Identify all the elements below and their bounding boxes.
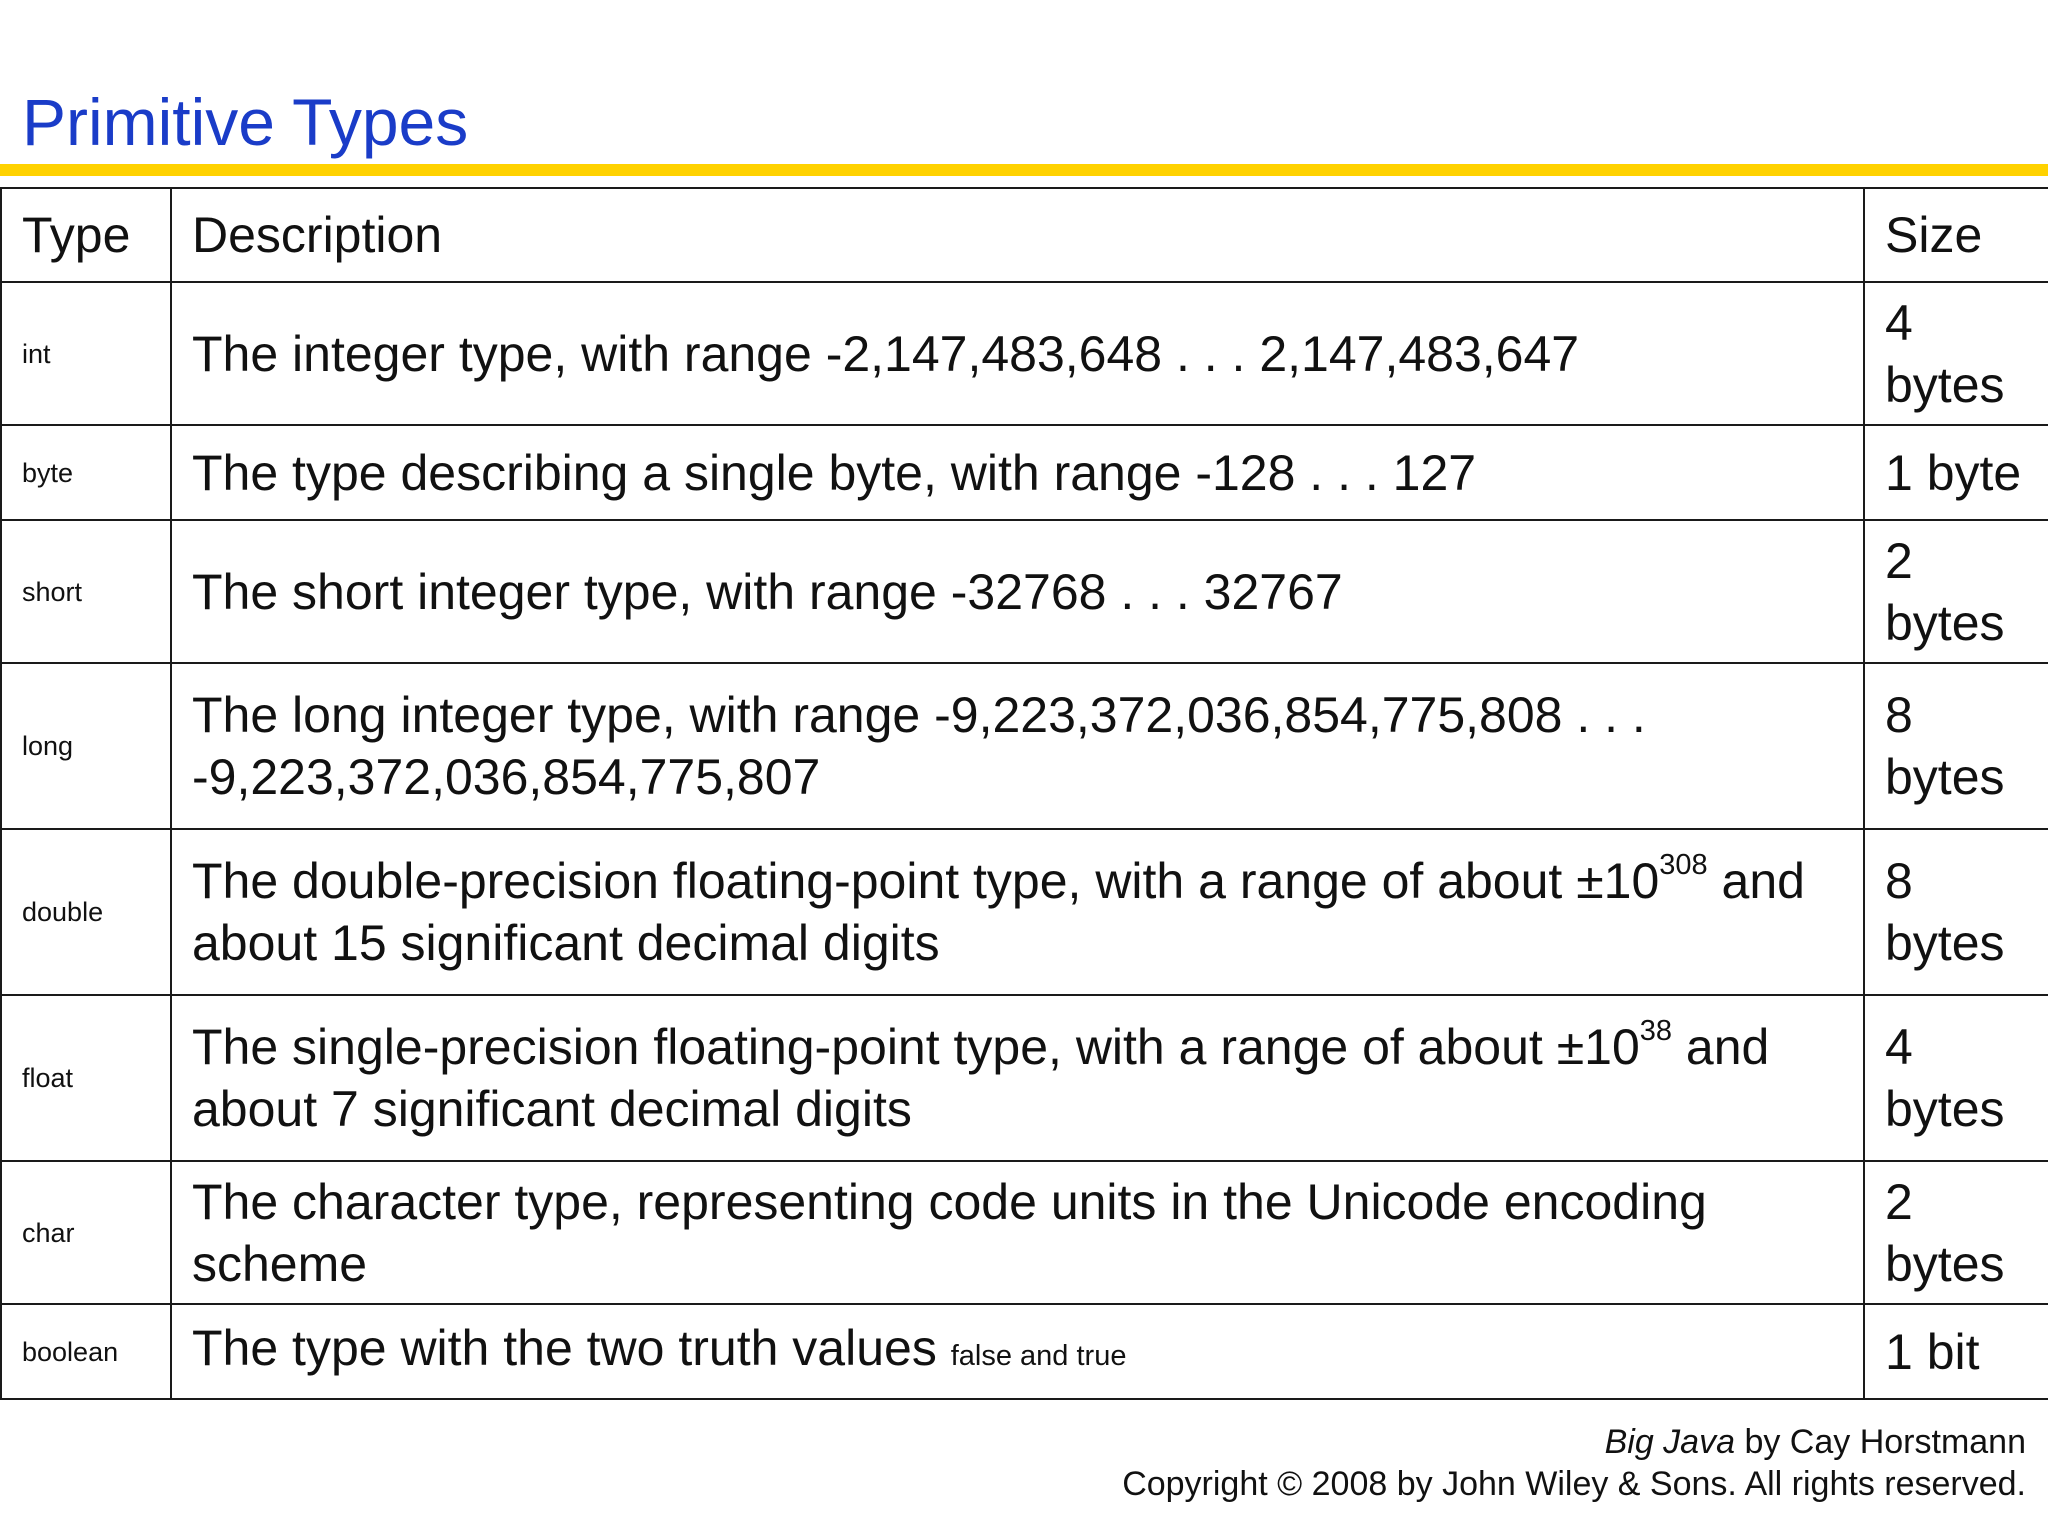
table-row — [1, 1304, 2048, 1399]
page-title: Primitive Types — [22, 85, 469, 159]
copyright-notice: Copyright © 2008 by John Wiley & Sons. All rights reserved. — [1122, 1465, 2026, 1503]
size-cell: 4 bytes — [1864, 995, 2048, 1161]
description-cell — [171, 1304, 1864, 1399]
type-cell: double — [1, 829, 171, 995]
size-cell: 8 bytes — [1864, 829, 2048, 995]
header-type: Type — [1, 188, 171, 282]
size-cell: 8 bytes — [1864, 663, 2048, 829]
table-row — [1, 829, 2048, 995]
description-cell — [171, 995, 1864, 1161]
table-row — [1, 425, 2048, 520]
type-cell: float — [1, 995, 171, 1161]
type-cell: short — [1, 520, 171, 663]
table-row — [1, 995, 2048, 1161]
description-cell: The integer type, with range -2,147,483,648 . . . 2,147,483,647 — [171, 282, 1864, 425]
book-credit — [1122, 1421, 2026, 1463]
table-row — [1, 1161, 2048, 1304]
header-description: Description — [171, 188, 1864, 282]
description-text: and about 15 significant decimal digits — [192, 853, 1805, 971]
size-cell: 4 bytes — [1864, 282, 2048, 425]
truth-values-text: false and true — [950, 1339, 1127, 1372]
book-title: Big Java — [1604, 1423, 1735, 1461]
table-row — [1, 282, 2048, 425]
description-cell — [171, 829, 1864, 995]
type-cell: char — [1, 1161, 171, 1304]
size-cell: 1 bit — [1864, 1304, 2048, 1399]
type-cell: boolean — [1, 1304, 171, 1399]
exponent: 38 — [1639, 1015, 1673, 1048]
table-header-row — [1, 188, 2048, 282]
type-cell: byte — [1, 425, 171, 520]
primitive-types-table — [0, 187, 2048, 1400]
book-author: by Cay Horstmann — [1735, 1423, 2026, 1461]
type-cell: int — [1, 282, 171, 425]
description-cell: The character type, representing code units in the Unicode encoding scheme — [171, 1161, 1864, 1304]
title-underline — [0, 164, 2048, 176]
size-cell: 2 bytes — [1864, 1161, 2048, 1304]
table-row — [1, 520, 2048, 663]
type-cell: long — [1, 663, 171, 829]
description-text: The type with the two truth values — [192, 1319, 951, 1376]
size-cell: 2 bytes — [1864, 520, 2048, 663]
description-text: The double-precision floating-point type, with a range of about ±10 — [192, 853, 1660, 909]
exponent: 308 — [1659, 849, 1708, 882]
description-text: and about 7 significant decimal digits — [192, 1019, 1770, 1137]
description-cell: The long integer type, with range -9,223,372,036,854,775,808 . . . -9,223,372,036,854,775,807 — [171, 663, 1864, 829]
footer-credits — [1122, 1421, 2026, 1505]
table-row — [1, 663, 2048, 829]
header-size: Size — [1864, 188, 2048, 282]
description-cell: The type describing a single byte, with range -128 . . . 127 — [171, 425, 1864, 520]
description-text: The single-precision floating-point type, with a range of about ±10 — [192, 1019, 1640, 1075]
size-cell: 1 byte — [1864, 425, 2048, 520]
description-cell: The short integer type, with range -32768 . . . 32767 — [171, 520, 1864, 663]
